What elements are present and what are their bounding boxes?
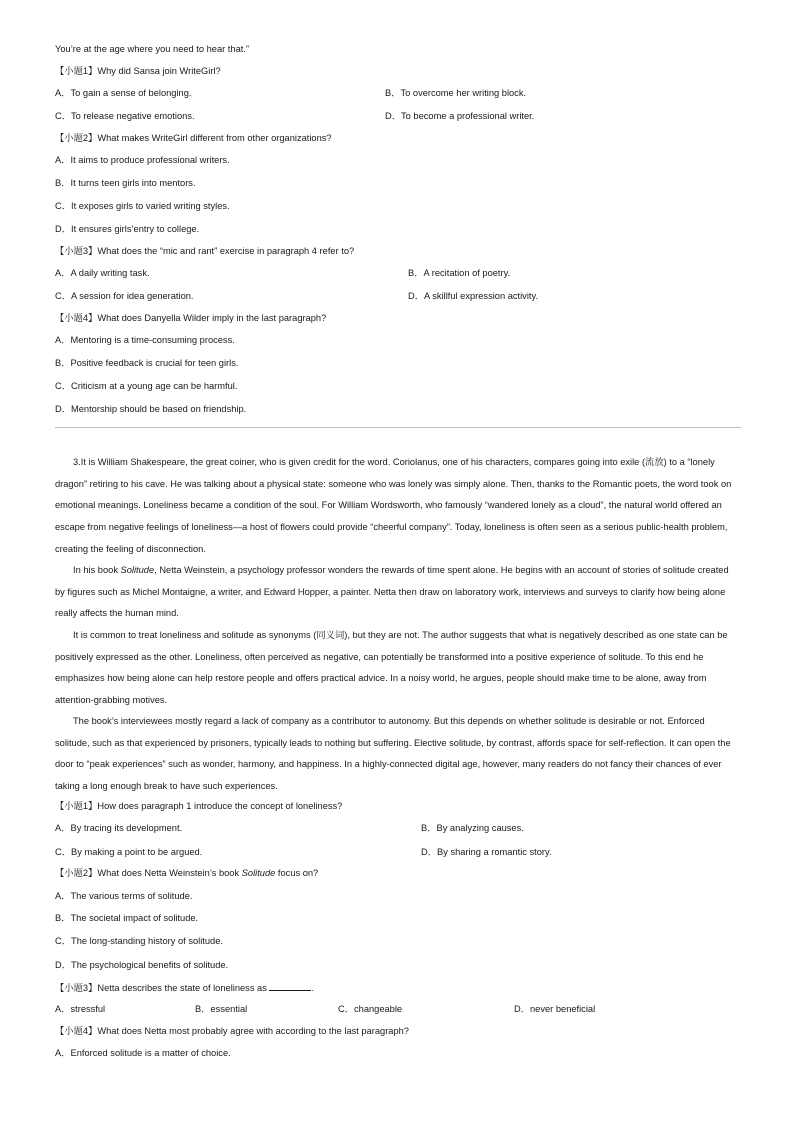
option-d: D．Mentorship should be based on friendship. [55,404,247,414]
passage-text: You’re at the age where you need to hear that.” [55,44,249,54]
question-stem: 【小题1】Why did Sansa join WriteGirl? [55,66,221,76]
option-b: B．Positive feedback is crucial for teen girls. [55,358,239,368]
option-d: D．never beneficial [514,1004,596,1014]
question-stem: 【小题3】Netta describes the state of loneliness as . [55,983,315,993]
passage-paragraph: 3.It is William Shakespeare, the great coiner, who is given credit for the word. Coriolanus, one of his characters, compares going into exile (流放) to a “lonely dragon” retiring to his cave. He was talking about a physical state: someone who was lonely was simply alone. Then, thanks to the Romantic poets, the word took on emotional meanings. Loneliness became a condition of the soul. For William Wordsworth, who famously “wandered lonely as a cloud”, the natural world offered an escape from negative feelings of loneliness—a host of flowers could provide “cheerful company”. Today, loneliness is often seen as a serious public-health problem, creating the feeling of disconnection. [55,457,732,554]
book-title: Solitude [241,868,276,878]
section-divider [55,427,741,428]
option-a: A．stressful [55,1004,106,1014]
option-c: C．It exposes girls to varied writing styles. [55,201,230,211]
question-stem: 【小题4】What does Netta most probably agree with according to the last paragraph? [55,1026,409,1036]
question-stem: 【小题3】What does the “mic and rant” exercise in paragraph 4 refer to? [55,246,355,256]
option-d: D．The psychological benefits of solitude. [55,960,229,970]
option-a: A．To gain a sense of belonging. [55,88,192,98]
option-c: C．The long-standing history of solitude. [55,936,223,946]
option-c: C．To release negative emotions. [55,111,195,121]
passage-paragraph: The book’s interviewees mostly regard a lack of company as a contributor to autonomy. But this depends on whether solitude is desirable or not. Enforced solitude, such as that experienced by prisoners, typically leads to nothing but suffering. Elective solitude, by contrast, affords space for self-reflection. It can open the door to “peak experiences” such as wonder, harmony, and happiness. In a highly-connected digital age, however, many readers do not fancy their chances of ever taking a long enough break to have such experiences. [55,716,731,792]
option-b: B．The societal impact of solitude. [55,913,199,923]
option-d: D．A skillful expression activity. [408,291,539,301]
question-stem: 【小题4】What does Danyella Wilder imply in the last paragraph? [55,313,327,323]
option-a: A．It aims to produce professional writers. [55,155,230,165]
option-a: A．Mentoring is a time-consuming process. [55,335,235,345]
question-stem: 【小题1】How does paragraph 1 introduce the concept of loneliness? [55,801,343,811]
book-title: Solitude [120,565,155,575]
option-b: B．To overcome her writing block. [385,88,527,98]
option-c: C．A session for idea generation. [55,291,194,301]
option-b: B．By analyzing causes. [421,823,524,833]
answer-blank [269,981,311,991]
question-stem: 【小题2】What does Netta Weinstein’s book Solitude focus on? [55,868,319,878]
option-c: C．By making a point to be argued. [55,847,203,857]
passage-paragraph: In his book Solitude, Netta Weinstein, a psychology professor wonders the rewards of time spent alone. He begins with an account of stories of solitude created by figures such as Michel Montaigne, a writer, and Edward Hopper, a painter. Netta then draw on laboratory work, interviews and surveys to clarify how being alone really affects the human mind. [55,565,729,619]
passage-paragraph: It is common to treat loneliness and solitude as synonyms (同义词), but they are not. The author suggests that what is negatively described as one state can be positively expressed as the other. Loneliness, often perceived as negative, can potentially be transformed into a positive experience of solitude. To this end he emphasizes how being alone can help restore people and offers practical advice. In a noisy world, he argues, people should make time to be alone, away from attention-grabbing motives. [55,630,728,706]
option-b: B．A recitation of poetry. [408,268,511,278]
option-a: A．By tracing its development. [55,823,183,833]
question-stem: 【小题2】What makes WriteGirl different from other organizations? [55,133,332,143]
option-a: A．A daily writing task. [55,268,150,278]
option-a: A．Enforced solitude is a matter of choice. [55,1048,231,1058]
option-b: B．It turns teen girls into mentors. [55,178,196,188]
option-d: D．By sharing a romantic story. [421,847,552,857]
option-d: D．It ensures girls’entry to college. [55,224,200,234]
option-a: A．The various terms of solitude. [55,891,193,901]
option-c: C．changeable [338,1004,403,1014]
option-d: D．To become a professional writer. [385,111,535,121]
option-b: B．essential [195,1004,248,1014]
option-c: C．Criticism at a young age can be harmful. [55,381,238,391]
